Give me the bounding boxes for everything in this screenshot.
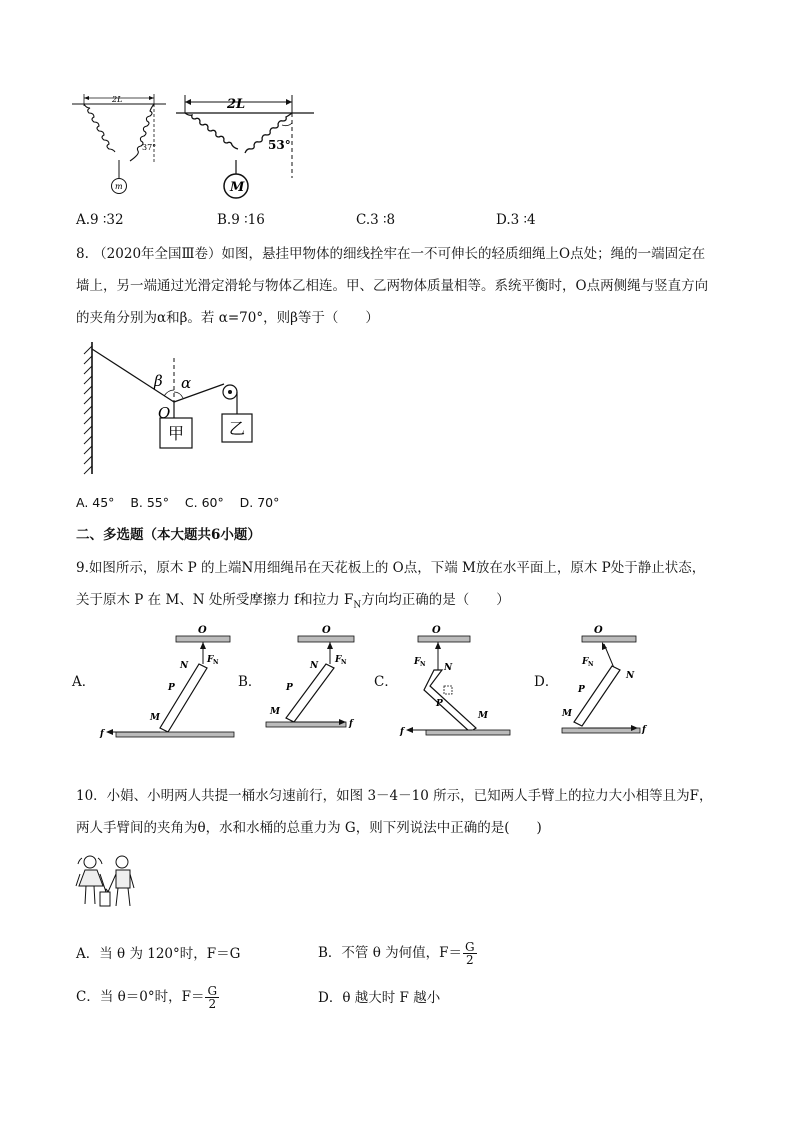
q9-line-2-sub: N [353,600,362,611]
q9b-m-label: M [270,707,280,717]
q8-beta-label: β [154,372,163,390]
q8-block-jia-label: 甲 [168,424,185,443]
q9c-p-label: P [436,699,443,709]
q9-option-a-letter: A． [72,674,96,690]
q7-figure-small [66,92,170,204]
q9b-n-label: N [310,661,319,671]
q10-line-2: 两人手臂间的夹角为θ，水和水桶的总重力为 G，则下列说法中正确的是( ) [76,820,542,836]
q8-block-yi-label: 乙 [229,419,246,438]
q9-figure-a [100,622,240,748]
q9c-f-label: f [400,727,404,737]
q9-option-d-letter: D． [534,674,559,690]
q7-small-mass-label: m [115,182,123,191]
q9d-m-label: M [562,709,572,719]
q9a-m-label: M [150,713,160,723]
q9c-n-label: N [444,663,453,673]
q8-line-2: 墙上，另一端通过光滑定滑轮与物体乙相连。甲、乙两物体质量相等。系统平衡时，O点两侧绳与竖直方向 [76,278,709,294]
q9c-o-label: O [432,625,441,636]
q9d-fn-label: F [582,657,589,667]
q8-line-1: 8. （2020年全国Ⅲ卷）如图，悬挂甲物体的细线拴牢在一不可伸长的轻质细绳上O点处；绳的一端固定在 [76,246,706,262]
q9d-f-label: f [642,725,646,735]
q9-line-2 [76,590,510,616]
q9-line-1: 9.如图所示，原木 P 的上端N用细绳吊在天花板上的 O点，下端 M放在水平面上，原木 P处于静止状态， [76,560,706,576]
q9a-p-label: P [168,683,175,693]
q8-point-o-label: O [158,404,171,422]
q10-option-c-fraction [205,985,219,1010]
q9a-f-label: f [100,729,104,739]
q7-option-d: D.3 ∶4 [496,212,536,228]
q9a-o-label: O [198,625,207,636]
q9-figure-b [260,622,370,748]
q10-line-1: 10．小娟、小明两人共提一桶水匀速前行，如图 3－4－10 所示，已知两人手臂上的拉力大小相等且为F， [76,788,713,804]
q9d-fn-sub: N [588,661,594,668]
q10-option-b-den: 2 [465,953,474,967]
q7-large-span-label: 2L [227,97,246,112]
q9-line-2-text: 关于原木 P 在 M、N 处所受摩擦力 f和拉力 F [76,592,354,608]
q9c-fn-sub: N [420,661,426,668]
q10-option-b-text: B．不管 θ 为何值，F＝ [318,945,462,961]
q7-small-span-label: 2L [112,95,123,104]
section-2-title: 二、多选题（本大题共6小题） [76,527,261,543]
q9c-m-label: M [478,711,488,721]
q10-option-b-fraction [463,941,477,966]
q10-option-a: A．当 θ 为 120°时，F＝G [76,946,241,962]
q9-figure-c [396,622,514,748]
q7-option-c: C.3 ∶8 [356,212,396,228]
q9b-o-label: O [322,625,331,636]
q8-alpha-label: α [181,374,192,392]
q10-option-c-num: G [207,984,218,998]
q9b-fn-label: F [335,655,342,665]
q7-option-a: A.9 ∶32 [76,212,124,228]
q9a-fn-sub: N [213,659,219,666]
q7-large-mass-label: M [230,180,245,195]
q9d-o-label: O [594,625,603,636]
q9a-fn-label: F [207,655,214,665]
q10-option-c [76,980,219,1014]
q9-option-c-letter: C． [374,674,398,690]
q7-large-angle-label: 53° [268,138,291,152]
q9c-fn-label: F [414,657,421,667]
q10-option-b [318,936,477,970]
q9b-fn-sub: N [341,659,347,666]
q7-figure-large [174,92,318,212]
q10-option-d: D．θ 越大时 F 越小 [318,990,441,1006]
q10-option-c-den: 2 [208,997,217,1011]
q9-option-b-letter: B． [238,674,262,690]
q10-figure-children [72,852,142,922]
q8-figure [78,340,258,482]
q8-options: A. 45° B. 55° C. 60° D. 70° [76,495,280,510]
q10-option-b-num: G [465,940,475,954]
q9b-f-label: f [349,719,353,729]
q7-option-b: B.9 ∶16 [217,212,265,228]
q8-line-3: 的夹角分别为α和β。若 α=70°，则β等于（ ） [76,310,379,326]
q9d-n-label: N [626,671,635,681]
q10-option-c-text: C．当 θ＝0°时，F＝ [76,989,205,1005]
q9a-n-label: N [180,661,189,671]
q9-figure-d [556,622,666,748]
q9-line-2-end: 方向均正确的是（ ） [361,592,510,608]
q7-small-angle-label: 37° [142,143,157,152]
q9b-p-label: P [286,683,293,693]
q9d-p-label: P [578,685,585,695]
